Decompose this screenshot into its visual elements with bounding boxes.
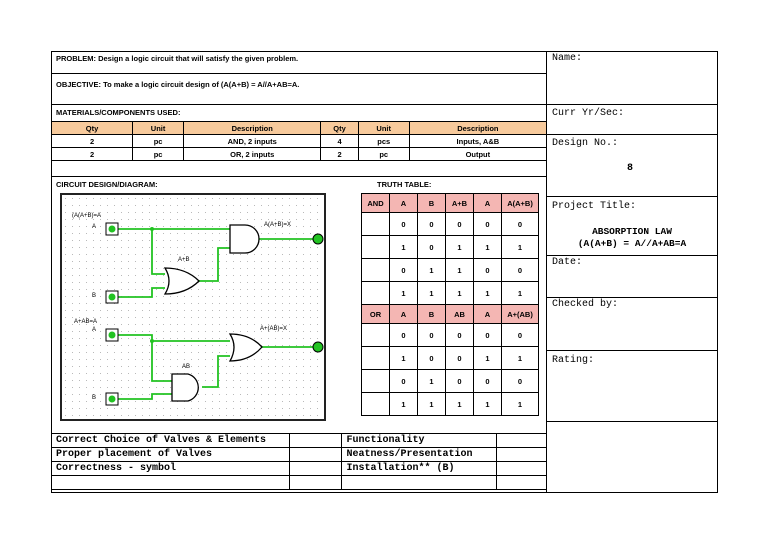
cell: 0 (474, 213, 502, 236)
score-cell (497, 476, 547, 490)
criteria-row (52, 448, 547, 462)
output-led-icon (313, 342, 323, 352)
criteria-label: Correct Choice of Valves & Elements (52, 434, 290, 448)
truth-row (362, 393, 539, 416)
cell: 1 (502, 347, 539, 370)
cell: A+(AB) (502, 305, 539, 324)
cell: 1 (418, 393, 446, 416)
cell: 0 (418, 236, 446, 259)
col-description: Description (184, 122, 321, 135)
cell: pcs (358, 135, 409, 148)
truth-row (362, 324, 539, 347)
diagram-label-bottom: A+AB=A (74, 319, 98, 325)
design-no-value: 8 (627, 163, 634, 174)
cell: 0 (418, 324, 446, 347)
cell: 1 (390, 236, 418, 259)
cell (362, 282, 390, 305)
score-cell (52, 476, 290, 490)
circuit-title: CIRCUIT DESIGN/DIAGRAM: (56, 180, 158, 189)
cell: 0 (502, 213, 539, 236)
truth-row (362, 236, 539, 259)
diagram-label-a2: A (92, 327, 97, 333)
cell: 1 (390, 282, 418, 305)
cell: 1 (502, 282, 539, 305)
cell (362, 236, 390, 259)
col-unit: Unit (358, 122, 409, 135)
score-cell (497, 462, 547, 476)
cell: 2 (321, 148, 358, 161)
cell: 1 (446, 236, 474, 259)
col-qty: Qty (321, 122, 358, 135)
truth-row (362, 370, 539, 393)
right-column-divider (546, 51, 547, 493)
divider (546, 196, 718, 197)
diagram-label-a: A (92, 224, 97, 230)
diagram-label-b: B (92, 293, 97, 299)
score-cell (289, 462, 342, 476)
cell: B (418, 305, 446, 324)
cell: pc (358, 148, 409, 161)
truth-row (362, 282, 539, 305)
divider (546, 255, 718, 256)
cell (362, 324, 390, 347)
cell: 0 (474, 370, 502, 393)
design-no-label: Design No.: (552, 138, 619, 149)
cell: A (390, 305, 418, 324)
criteria-label: Proper placement of Valves (52, 448, 290, 462)
criteria-label: Functionality (342, 434, 497, 448)
score-cell (497, 434, 547, 448)
cell: 1 (446, 393, 474, 416)
cell (362, 213, 390, 236)
cell: AND, 2 inputs (184, 135, 321, 148)
cell: OR, 2 inputs (184, 148, 321, 161)
col-qty: Qty (52, 122, 133, 135)
output-led-icon (313, 234, 323, 244)
cell: A (390, 194, 418, 213)
truth-row (362, 259, 539, 282)
cell: A+B (446, 194, 474, 213)
curr-yr-sec-label: Curr Yr/Sec: (552, 108, 625, 119)
cell: 0 (446, 324, 474, 347)
divider (51, 104, 547, 105)
name-label: Name: (552, 53, 583, 64)
cell: 1 (502, 393, 539, 416)
cell: 0 (390, 259, 418, 282)
cell: 1 (418, 282, 446, 305)
materials-table (51, 121, 547, 161)
divider (546, 104, 718, 105)
cell: 0 (446, 213, 474, 236)
materials-title: MATERIALS/COMPONENTS USED: (56, 108, 181, 117)
cell: 0 (418, 347, 446, 370)
cell: A(A+B) (502, 194, 539, 213)
diagram-label-b2: B (92, 395, 97, 401)
project-name: ABSORPTION LAW (592, 226, 672, 237)
cell: 1 (418, 259, 446, 282)
cell: 1 (474, 236, 502, 259)
cell: pc (133, 148, 184, 161)
score-cell (289, 434, 342, 448)
cell (362, 259, 390, 282)
cell (362, 370, 390, 393)
cell: AND (362, 194, 390, 213)
project-formula: (A(A+B) = A//A+AB=A (577, 238, 687, 249)
score-cell (342, 476, 497, 490)
cell (362, 347, 390, 370)
cell: 0 (418, 213, 446, 236)
cell: 2 (52, 148, 133, 161)
diagram-label-out1: A(A+B)=X (264, 222, 292, 228)
criteria-table (51, 433, 547, 490)
problem-text: PROBLEM: Design a logic circuit that will satisfy the given problem. (56, 54, 299, 63)
score-cell (497, 448, 547, 462)
cell: 1 (474, 393, 502, 416)
circuit-wiring (62, 195, 324, 419)
criteria-row (52, 434, 547, 448)
cell: 0 (502, 324, 539, 347)
divider (546, 350, 718, 351)
cell: 1 (474, 282, 502, 305)
cell: 2 (52, 135, 133, 148)
diagram-label-out2: A+(AB)=X (260, 326, 288, 332)
cell: 0 (446, 370, 474, 393)
criteria-label: Installation** (B) (342, 462, 497, 476)
criteria-label: Neatness/Presentation (342, 448, 497, 462)
cell: 0 (446, 347, 474, 370)
cell: pc (133, 135, 184, 148)
cell: 1 (446, 282, 474, 305)
col-description: Description (409, 122, 546, 135)
cell: 1 (390, 393, 418, 416)
divider (51, 176, 547, 177)
truth-title: TRUTH TABLE: (377, 180, 432, 189)
objective-text: OBJECTIVE: To make a logic circuit design of (A(A+B) = A//A+AB=A. (56, 80, 300, 89)
or-gate-icon (230, 334, 262, 361)
score-cell (289, 448, 342, 462)
cell: 1 (502, 236, 539, 259)
truth-table-and (361, 193, 539, 416)
circuit-diagram (60, 193, 326, 421)
rating-label: Rating: (552, 355, 595, 366)
score-cell (289, 476, 342, 490)
cell: Inputs, A&B (409, 135, 546, 148)
cell: B (418, 194, 446, 213)
cell: 0 (502, 259, 539, 282)
cell: A (474, 305, 502, 324)
cell: A (474, 194, 502, 213)
cell: 1 (418, 370, 446, 393)
cell: 1 (390, 347, 418, 370)
cell: 1 (446, 259, 474, 282)
cell: 0 (390, 213, 418, 236)
materials-header-row (52, 122, 547, 135)
cell: 0 (474, 324, 502, 347)
divider (546, 421, 718, 422)
criteria-row (52, 462, 547, 476)
criteria-label: Correctness - symbol (52, 462, 290, 476)
cell (362, 393, 390, 416)
truth-row (362, 213, 539, 236)
date-label: Date: (552, 257, 583, 268)
and-gate-icon (230, 225, 259, 253)
cell: 0 (474, 259, 502, 282)
checked-by-label: Checked by: (552, 299, 619, 310)
materials-row (52, 148, 547, 161)
col-unit: Unit (133, 122, 184, 135)
cell: 0 (390, 324, 418, 347)
divider (51, 73, 547, 74)
truth-header-row (362, 305, 539, 324)
truth-header-row (362, 194, 539, 213)
materials-row (52, 135, 547, 148)
cell: 0 (502, 370, 539, 393)
and-gate-icon (172, 374, 198, 401)
truth-row (362, 347, 539, 370)
cell: 4 (321, 135, 358, 148)
cell: 0 (390, 370, 418, 393)
project-title-label: Project Title: (552, 201, 637, 212)
diagram-label-and: AB (182, 364, 191, 370)
cell: AB (446, 305, 474, 324)
cell: 1 (474, 347, 502, 370)
divider (546, 134, 718, 135)
criteria-row (52, 476, 547, 490)
divider (546, 297, 718, 298)
diagram-label-or: A+B (178, 257, 190, 263)
or-gate-icon (165, 268, 199, 294)
cell: OR (362, 305, 390, 324)
diagram-label-top: (A(A+B)=A (72, 213, 102, 219)
cell: Output (409, 148, 546, 161)
